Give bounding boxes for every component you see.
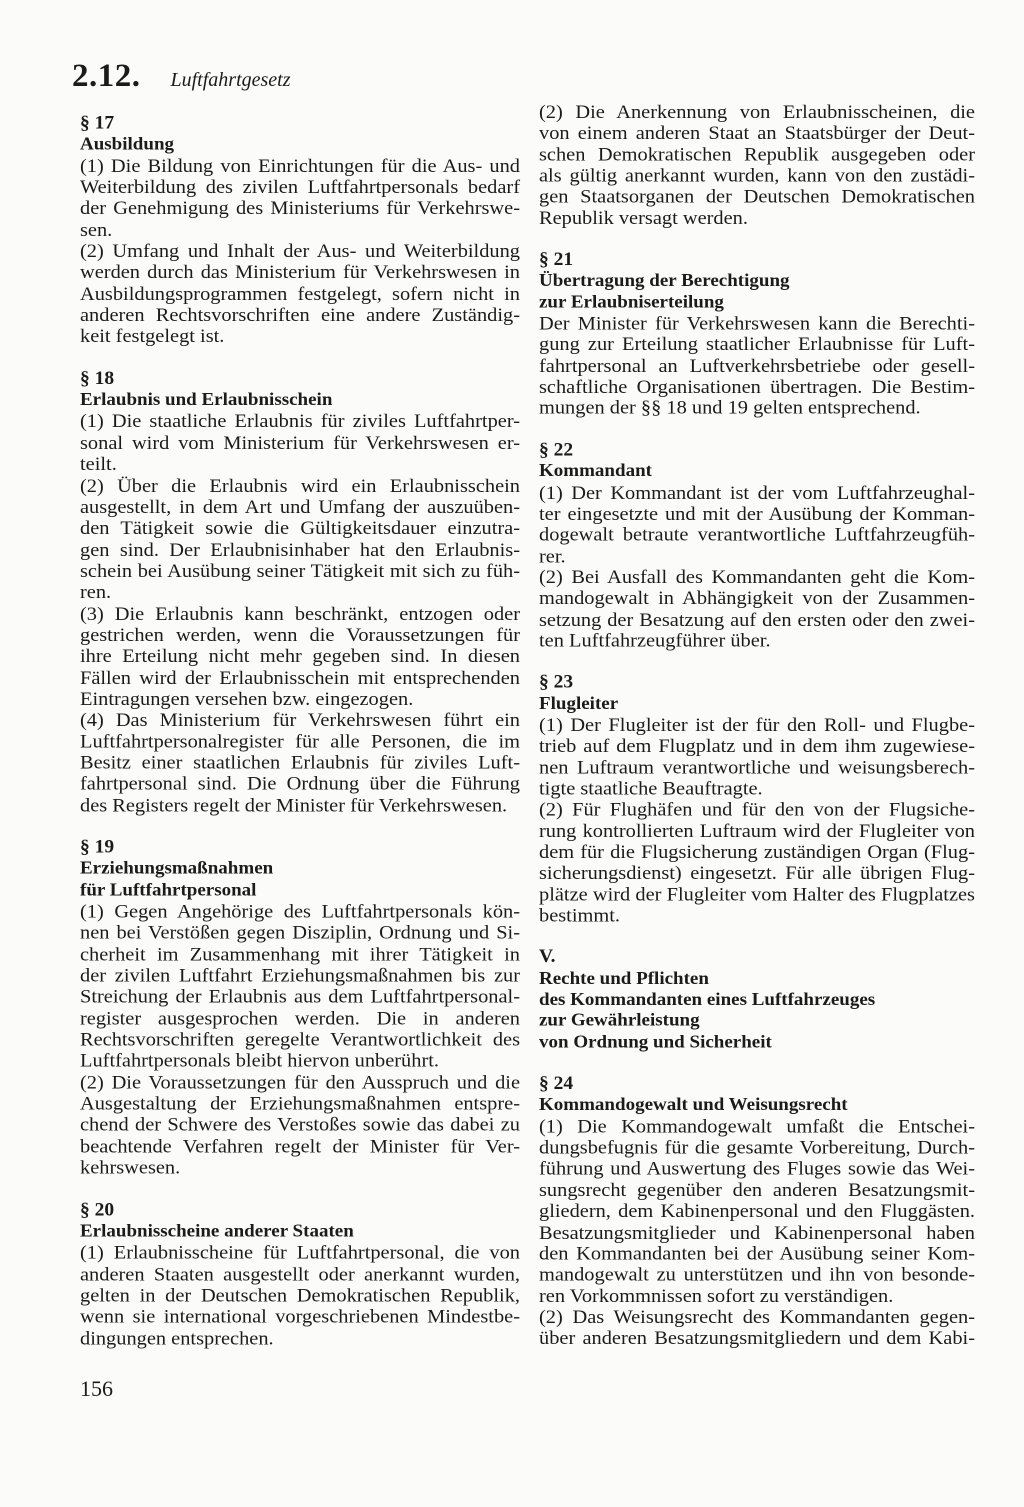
section-title: Erlaubnisscheine anderer Staaten [80,1221,354,1242]
section-title: Kommandogewalt und Weisungsrecht [539,1095,848,1116]
page-header [72,58,291,95]
text-line: nen bei Verstößen gegen Disziplin, Ordnung und Si- [80,922,520,944]
text-line: register ausgesprochen werden. Die in anderen [80,1008,520,1030]
text-line: mandogewalt in Abhängigkeit von der Zusammen- [539,588,975,610]
section-number: V. [539,947,556,968]
text-line: kehrswesen. [80,1157,181,1179]
section [539,947,975,1053]
text-line: (1) Die Kommandogewalt umfaßt die Entschei- [539,1116,975,1138]
text-line: dem für die Flugsicherung zuständigen Organ (Flug- [539,841,975,863]
text-line: gelten in der Deutschen Demokratischen Republik, [80,1285,520,1307]
section-title: Kommandant [539,461,652,482]
text-line: Besatzungsmitglieder und Kabinenpersonal haben [539,1222,975,1244]
text-line: (1) Der Kommandant ist der vom Luftfahrzeughal- [539,482,975,504]
text-line: ren Vorkommnissen sofort zu verständigen. [539,1285,894,1307]
text-line: dungsbefugnis für die gesamte Vorbereitung, Durch- [539,1137,975,1159]
text-line: chend der Schwere des Verstoßes sowie das dabei zu [80,1114,520,1136]
section [539,440,975,652]
text-line: ter eingesetzte und mit der Ausübung der Komman- [539,503,975,525]
text-line: rer. [539,545,566,567]
text-line: (2) Über die Erlaubnis wird ein Erlaubnisschein [80,475,520,497]
text-line: (1) Die staatliche Erlaubnis für ziviles Luftfahrtper- [80,411,520,433]
text-line: gliedern, dem Kabinenpersonal und den Fluggästen. [539,1201,975,1222]
text-line: (1) Gegen Angehörige des Luftfahrtpersonals kön- [80,901,520,923]
chapter-number: 2.12. [72,58,141,94]
text-line: anderen Rechtsvorschriften eine andere Zuständig- [80,304,520,326]
text-line: cherheit im Zusammenhang mit ihrer Tätigkeit in [80,944,520,966]
text-line: den Kommandanten bei der Ausübung seiner Kom- [539,1243,975,1265]
text-line: schen Demokratischen Republik ausgegeben oder [539,144,975,166]
text-line: über anderen Besatzungsmitgliedern und dem Kabi- [539,1328,975,1349]
text-line: sicherungsdienst) eingesetzt. Für alle übrigen Flug- [539,863,975,884]
text-line: Ausbildungsprogrammen festgelegt, sofern nicht in [80,283,520,305]
text-line: ausgestellt, in dem Art und Umfang der auszuüben- [80,496,520,518]
text-line: rung kontrollierten Luftraum wird der Flugleiter von [539,820,975,842]
text-line: fahrtpersonal sind. Die Ordnung über die Führung [80,773,520,795]
text-line: gestrichen werden, wenn die Voraussetzungen für [80,624,520,646]
section-title: Erziehungsmaßnahmen [80,858,274,879]
text-line: mungen der §§ 18 und 19 gelten entsprechend. [539,398,921,419]
text-line: wenn sie international vorgeschriebenen Mindestbe- [80,1306,520,1328]
section [539,102,975,229]
section [80,837,520,1178]
text-line: gen sind. Der Erlaubnisinhaber hat den Erlaubnis- [80,539,520,561]
text-line: Weiterbildung des zivilen Luftfahrtpersonals bedarf [80,176,520,198]
text-line: plätze wird der Flugleiter vom Halter des Flugplatzes [539,884,975,906]
text-line: sungsrecht gegenüber den anderen Besatzungsmit- [539,1179,975,1201]
text-line: (4) Das Ministerium für Verkehrswesen führt ein [80,709,520,731]
text-line: ihre Erteilung nicht mehr gegeben sind. In diesen [80,645,520,667]
text-line: werden durch das Ministerium für Verkehrswesen in [80,262,520,284]
section-title: Erlaubnis und Erlaubnisschein [80,389,333,410]
section [539,1074,975,1349]
left-column [80,113,520,1370]
section-title: Flugleiter [539,693,619,714]
text-line: fahrtpersonal an Luftverkehrsbetriebe oder gesell- [539,355,975,377]
text-line: ten Luftfahrzeugführer über. [539,630,771,652]
text-line: (2) Umfang und Inhalt der Aus- und Weiterbildung [80,240,520,262]
text-line: des Registers regelt der Minister für Verkehrswesen. [80,795,508,817]
text-line: Ausgestaltung der Erziehungsmaßnahmen entspre- [80,1093,520,1115]
text-line: (2) Das Weisungsrecht des Kommandanten gegen- [539,1306,975,1328]
text-line: bestimmt. [539,905,620,927]
text-line: mandogewalt zu unterstützen und ihn von besonde- [539,1264,975,1286]
text-line: beachtende Verfahren regelt der Minister für Ver- [80,1136,520,1158]
text-line: (1) Erlaubnisscheine für Luftfahrtpersonal, die von [80,1242,520,1264]
text-line: teilt. [80,453,117,475]
text-line: gung zur Erteilung staatlicher Erlaubnisse für Luft- [539,334,975,356]
text-line: anderen Staaten ausgestellt oder anerkannt wurden, [80,1263,520,1285]
right-column [539,102,975,1370]
text-line: Fällen wird der Erlaubnisschein mit entsprechenden [80,667,520,689]
text-line: sonal wird vom Ministerium für Verkehrswesen er- [80,432,520,454]
section [539,250,975,419]
text-line: führung und Auswertung des Fluges sowie das Wei- [539,1158,975,1180]
text-line: dingungen entsprechen. [80,1327,274,1349]
section-title: Rechte und Pflichten [539,968,709,989]
text-line: schaftliche Organisationen übertragen. Die Bestim- [539,376,975,398]
text-line: keit festgelegt ist. [80,326,225,348]
section [539,673,975,927]
text-line: der zivilen Luftfahrt Erziehungsmaßnahmen bis zur [80,965,520,987]
text-line: der Genehmigung des Ministeriums für Verkehrswe- [80,198,520,220]
text-line: Luftfahrtpersonals bleibt hiervon unberührt. [80,1050,439,1072]
text-line: (2) Für Flughäfen und für den von der Flugsiche- [539,799,975,821]
text-line: Republik versagt werden. [539,207,748,229]
text-line: Streichung der Erlaubnis aus dem Luftfahrtpersonal- [80,986,520,1008]
section-title: von Ordnung und Sicherheit [539,1032,772,1052]
section-number: § 20 [80,1199,115,1220]
chapter-title: Luftfahrtgesetz [170,69,291,91]
text-line: ren. [80,581,112,603]
section-number: § 19 [80,837,115,858]
text-line: schein bei Ausübung seiner Tätigkeit mit sich zu füh- [80,560,520,582]
text-line: den Tätigkeit sowie die Gültigkeitsdauer einzutra- [80,517,520,539]
section [80,113,520,348]
text-line: trieb auf dem Flugplatz und in dem ihm zugewiese- [539,736,975,757]
section-title: zur Gewährleistung [539,1010,700,1031]
section-number: § 17 [80,113,115,134]
page-number: 156 [80,1376,113,1401]
text-line: als gültig anerkannt wurden, kann von den zustädi- [539,165,975,187]
section-title: für Luftfahrtpersonal [80,880,257,901]
section-number: § 21 [539,249,574,270]
text-line: von einem anderen Staat an Staatsbürger der Deut- [539,123,975,145]
section [80,1200,520,1349]
text-line: (1) Die Bildung von Einrichtungen für die Aus- und [80,155,520,177]
text-line: gen Staatsorganen der Deutschen Demokratischen [539,186,975,208]
section-title: zur Erlaubniserteilung [539,292,724,313]
text-line: sen. [80,219,113,241]
text-line: (1) Der Flugleiter ist der für den Roll- und Flugbe- [539,714,975,736]
text-line: setzung der Besatzung auf den ersten oder den zwei- [539,609,975,631]
section-number: § 23 [539,672,574,693]
text-line: Besitz einer staatlichen Erlaubnis für ziviles Luft- [80,752,520,774]
text-line: Rechtsvorschriften geregelte Verantwortlichkeit des [80,1029,520,1051]
section-title: Übertragung der Berechtigung [539,271,790,291]
section-title: Ausbildung [80,134,175,155]
text-line: (3) Die Erlaubnis kann beschränkt, entzogen oder [80,603,520,625]
text-line: Der Minister für Verkehrswesen kann die Berechti- [539,313,975,335]
text-line: nen Luftraum verantwortliche und weisungsberech- [539,757,975,779]
text-line: tigte staatliche Beauftragte. [539,778,763,800]
text-line: Eintragungen versehen bzw. eingezogen. [80,688,414,710]
text-line: (2) Die Anerkennung von Erlaubnisscheinen, die [539,102,975,123]
text-line: (2) Die Voraussetzungen für den Ausspruch und die [80,1072,520,1094]
section-number: § 18 [80,368,115,389]
text-line: (2) Bei Ausfall des Kommandanten geht die Kom- [539,567,975,588]
section-title: des Kommandanten eines Luftfahrzeuges [539,989,876,1010]
section [80,369,520,817]
section-number: § 22 [539,440,574,460]
text-line: dogewalt betraute verantwortliche Luftfahrzeugfüh- [539,524,975,546]
text-line: Luftfahrtpersonalregister für alle Personen, die im [80,731,520,753]
section-number: § 24 [539,1074,574,1094]
